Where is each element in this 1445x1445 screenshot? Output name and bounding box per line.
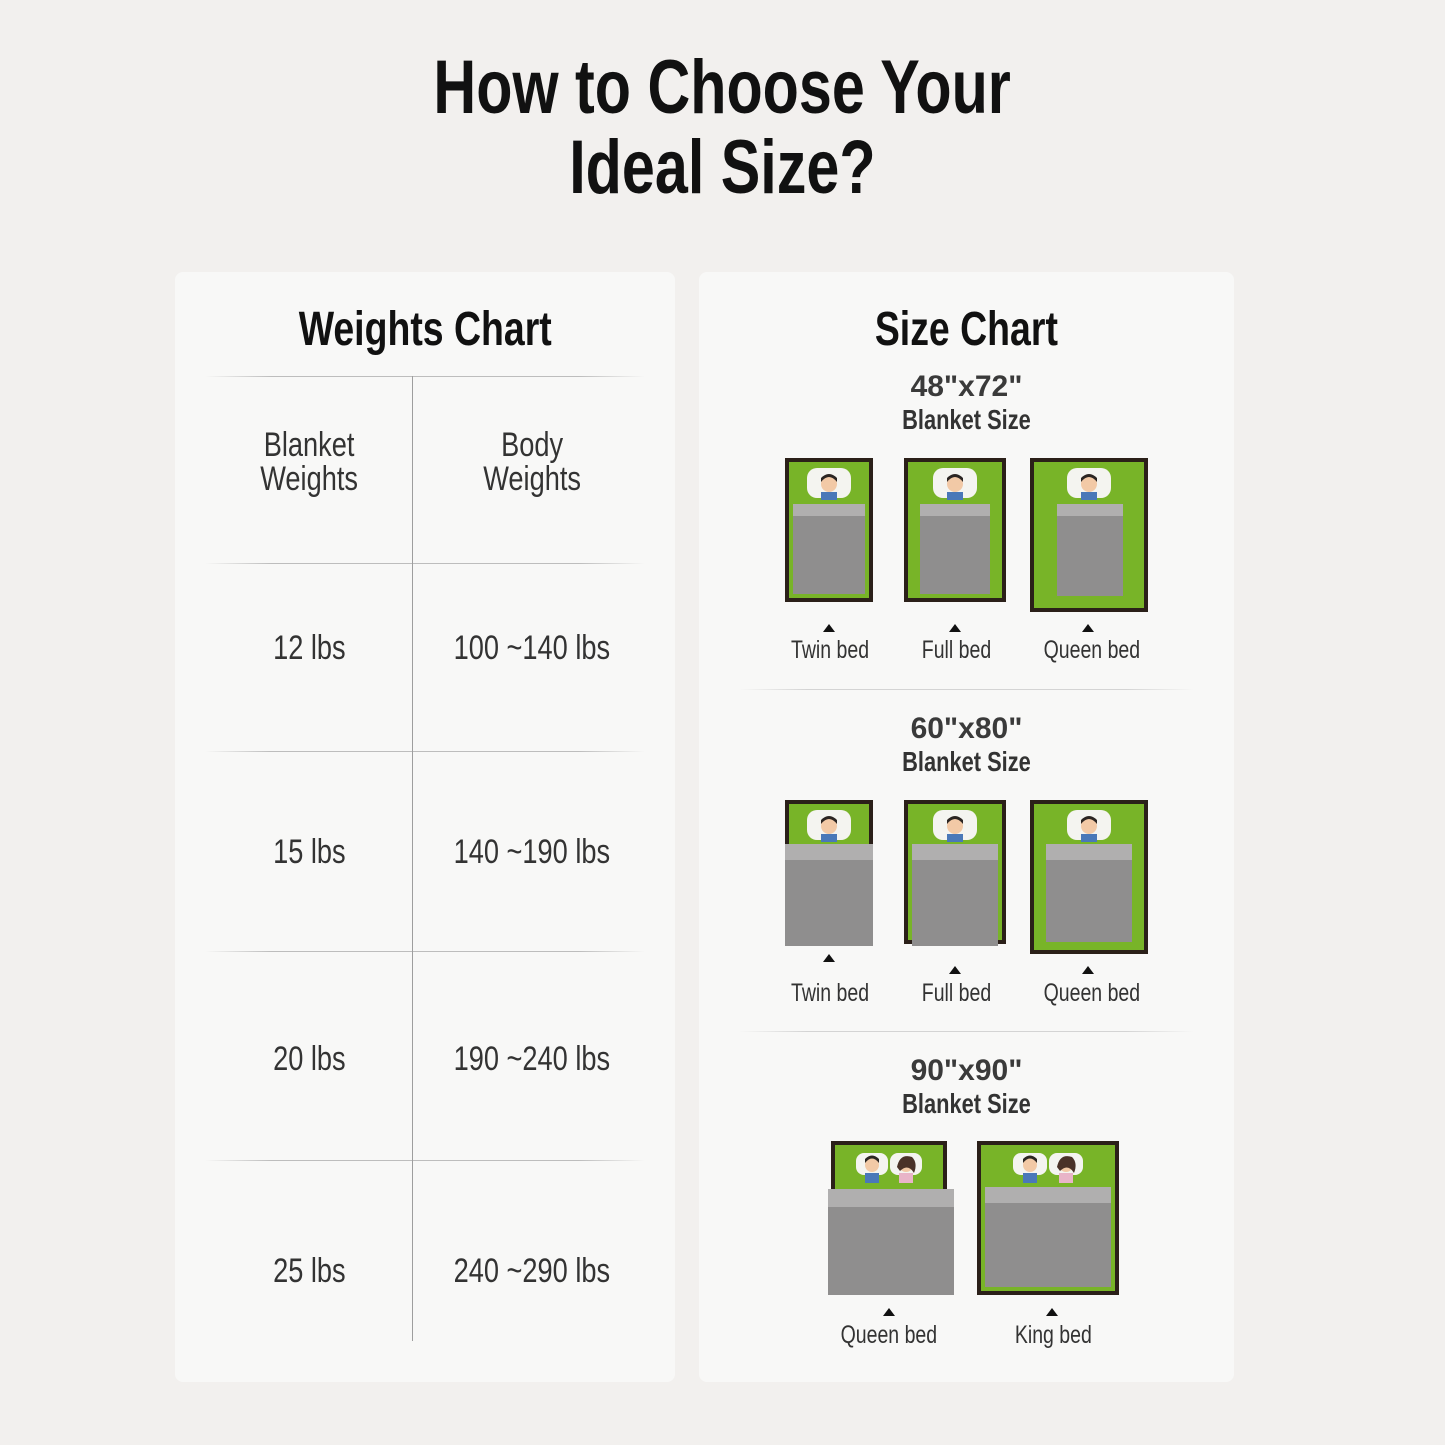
table-row: 190 ~240 lbs (453, 1040, 611, 1078)
table-row: 20 lbs (272, 1040, 346, 1078)
table-row: 15 lbs (272, 833, 346, 871)
size-48x72: 48"x72" Blanket Size (902, 370, 1031, 435)
weights-chart-panel (175, 272, 675, 1382)
bed-caption: Queen bed (1043, 979, 1141, 1007)
arrow-up-icon (823, 624, 835, 632)
header-body-weights: Body Weights (483, 426, 581, 498)
bed-icon (977, 1141, 1119, 1302)
size-90x90: 90"x90" Blanket Size (902, 1054, 1031, 1119)
table-row: 140 ~190 lbs (453, 833, 611, 871)
bed-icon (785, 458, 873, 607)
bed-caption: Twin bed (790, 979, 870, 1007)
bed-icon (785, 800, 873, 951)
arrow-up-icon (883, 1308, 895, 1316)
bed-caption: Queen bed (1043, 636, 1141, 664)
bed-icon (904, 800, 1006, 951)
table-row: 12 lbs (272, 629, 346, 667)
page-title (0, 45, 1445, 210)
arrow-up-icon (1082, 624, 1094, 632)
title-line-2: Ideal Size? (569, 125, 876, 210)
bed-icon (1030, 458, 1148, 617)
bed-caption: Full bed (921, 636, 991, 664)
weights-chart-title: Weights Chart (298, 303, 552, 356)
table-row: 240 ~290 lbs (453, 1252, 611, 1290)
weights-table (175, 272, 675, 1382)
bed-caption: Queen bed (840, 1321, 938, 1349)
bed-caption: King bed (1014, 1321, 1092, 1349)
arrow-up-icon (1082, 966, 1094, 974)
table-row: 25 lbs (272, 1252, 346, 1290)
bed-caption: Twin bed (790, 636, 870, 664)
size-60x80: 60"x80" Blanket Size (902, 712, 1031, 777)
arrow-up-icon (949, 624, 961, 632)
bed-icon (828, 1141, 954, 1302)
size-chart-title: Size Chart (874, 303, 1059, 356)
size-chart-panel (699, 272, 1234, 1382)
bed-caption: Full bed (921, 979, 991, 1007)
arrow-up-icon (1046, 1308, 1058, 1316)
header-blanket-weights: Blanket Weights (260, 426, 358, 498)
bed-icon (1030, 800, 1148, 959)
arrow-up-icon (823, 954, 835, 962)
table-row: 100 ~140 lbs (453, 629, 611, 667)
bed-icon (904, 458, 1006, 607)
title-line-1: How to Choose Your (433, 45, 1012, 130)
arrow-up-icon (949, 966, 961, 974)
